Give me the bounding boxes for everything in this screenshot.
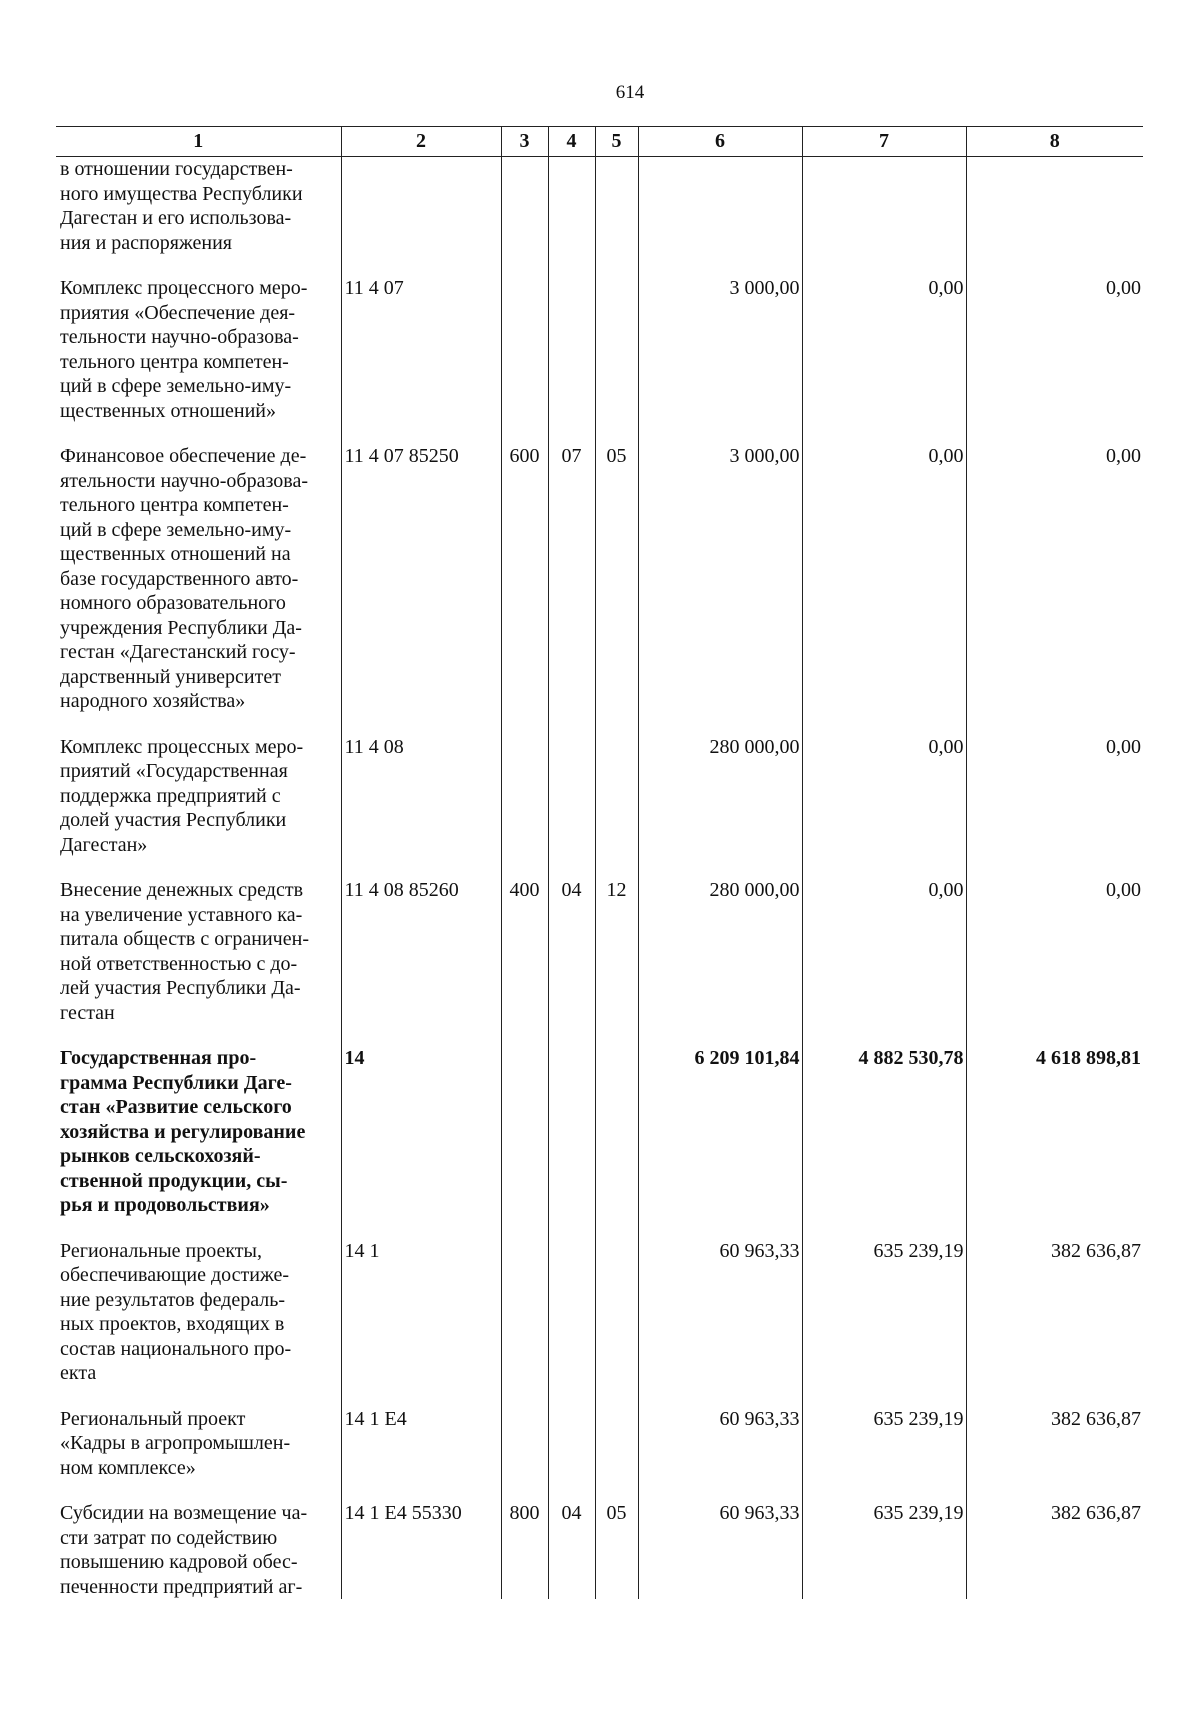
row-code-cell: 14	[341, 1046, 501, 1239]
row-value-col8-cell: 0,00	[966, 276, 1143, 444]
row-value-col7-cell: 0,00	[802, 444, 966, 735]
row-name-cell: Региональный проект «Кадры в агропромышлен- ном комплексе»	[56, 1407, 341, 1502]
header-col-3: 3	[501, 127, 548, 157]
row-col5-cell: 05	[595, 444, 638, 735]
row-name-cell: Комплекс процессного меро- приятия «Обеспечение дея- тельности научно-образова- тельного центра компетен- ций в сфере земельно-иму- щественных отношений»	[56, 276, 341, 444]
row-value-col7-cell: 635 239,19	[802, 1501, 966, 1599]
row-code-cell: 11 4 08	[341, 735, 501, 879]
row-col3-cell: 800	[501, 1501, 548, 1599]
row-code-cell: 14 1 Е4 55330	[341, 1501, 501, 1599]
row-col4-cell	[548, 735, 595, 879]
row-name-cell: Субсидии на возмещение ча- сти затрат по содействию повышению кадровой обес- печенности предприятий аг-	[56, 1501, 341, 1599]
row-col3-cell	[501, 1239, 548, 1407]
row-value-col8-cell: 382 636,87	[966, 1501, 1143, 1599]
table-row	[56, 1501, 1143, 1599]
row-code-cell: 11 4 08 85260	[341, 878, 501, 1046]
row-value-col7-cell: 635 239,19	[802, 1407, 966, 1502]
table-row	[56, 1046, 1143, 1239]
table-row	[56, 1239, 1143, 1407]
row-col3-cell	[501, 276, 548, 444]
row-col4-cell	[548, 1046, 595, 1239]
row-value-col6-cell: 280 000,00	[638, 878, 802, 1046]
table-row	[56, 878, 1143, 1046]
row-col5-cell	[595, 157, 638, 277]
row-col5-cell	[595, 1046, 638, 1239]
table-row	[56, 735, 1143, 879]
row-code-cell	[341, 157, 501, 277]
table-row	[56, 276, 1143, 444]
row-value-col7-cell: 0,00	[802, 276, 966, 444]
row-value-col8-cell	[966, 157, 1143, 277]
row-col4-cell	[548, 1407, 595, 1502]
row-value-col8-cell: 0,00	[966, 878, 1143, 1046]
row-col5-cell	[595, 1407, 638, 1502]
row-col4-cell: 04	[548, 1501, 595, 1599]
budget-table	[56, 126, 1143, 1599]
row-value-col8-cell: 0,00	[966, 735, 1143, 879]
row-code-cell: 14 1 Е4	[341, 1407, 501, 1502]
row-value-col8-cell: 0,00	[966, 444, 1143, 735]
row-col3-cell: 600	[501, 444, 548, 735]
row-col5-cell	[595, 735, 638, 879]
row-name-cell: Региональные проекты, обеспечивающие достиже- ние результатов федераль- ных проектов, входящих в состав национального про- екта	[56, 1239, 341, 1407]
row-col4-cell	[548, 276, 595, 444]
table-body	[56, 157, 1143, 1600]
row-value-col7-cell: 4 882 530,78	[802, 1046, 966, 1239]
row-name-cell: в отношении государствен- ного имущества Республики Дагестан и его использова- ния и распоряжения	[56, 157, 341, 277]
row-col4-cell: 04	[548, 878, 595, 1046]
header-col-5: 5	[595, 127, 638, 157]
row-value-col6-cell	[638, 157, 802, 277]
header-col-4: 4	[548, 127, 595, 157]
row-value-col6-cell: 3 000,00	[638, 444, 802, 735]
row-value-col7-cell: 0,00	[802, 878, 966, 1046]
row-name-cell: Внесение денежных средств на увеличение уставного ка- питала обществ с ограничен- ной ответственностью с до- лей участия Республики Да- гестан	[56, 878, 341, 1046]
row-value-col6-cell: 60 963,33	[638, 1501, 802, 1599]
row-col4-cell	[548, 157, 595, 277]
row-value-col6-cell: 280 000,00	[638, 735, 802, 879]
row-value-col7-cell	[802, 157, 966, 277]
row-value-col6-cell: 6 209 101,84	[638, 1046, 802, 1239]
row-col3-cell	[501, 1407, 548, 1502]
row-col5-cell	[595, 1239, 638, 1407]
row-value-col6-cell: 60 963,33	[638, 1407, 802, 1502]
row-col5-cell	[595, 276, 638, 444]
row-code-cell: 14 1	[341, 1239, 501, 1407]
row-value-col7-cell: 635 239,19	[802, 1239, 966, 1407]
row-name-cell: Финансовое обеспечение де- ятельности научно-образова- тельного центра компетен- ций в сфере земельно-иму- щественных отношений на базе государственного авто- номного образовательного учреждения Республики Да- гестан «Дагестанский госу- дарственный университет народного хозяйства»	[56, 444, 341, 735]
row-value-col8-cell: 382 636,87	[966, 1239, 1143, 1407]
row-col4-cell	[548, 1239, 595, 1407]
header-col-6: 6	[638, 127, 802, 157]
row-value-col8-cell: 382 636,87	[966, 1407, 1143, 1502]
table-row	[56, 157, 1143, 277]
row-value-col6-cell: 60 963,33	[638, 1239, 802, 1407]
row-value-col6-cell: 3 000,00	[638, 276, 802, 444]
header-col-7: 7	[802, 127, 966, 157]
row-col3-cell: 400	[501, 878, 548, 1046]
row-code-cell: 11 4 07 85250	[341, 444, 501, 735]
row-code-cell: 11 4 07	[341, 276, 501, 444]
row-col5-cell: 05	[595, 1501, 638, 1599]
row-col3-cell	[501, 157, 548, 277]
header-col-2: 2	[341, 127, 501, 157]
row-value-col7-cell: 0,00	[802, 735, 966, 879]
row-name-cell: Государственная про- грамма Республики Даге- стан «Развитие сельского хозяйства и регулирование рынков сельскохозяй- ственной продукции, сы- рья и продовольствия»	[56, 1046, 341, 1239]
row-col3-cell	[501, 1046, 548, 1239]
header-col-1: 1	[56, 127, 341, 157]
table-header-row	[56, 127, 1143, 157]
row-name-cell: Комплекс процессных меро- приятий «Государственная поддержка предприятий с долей участия Республики Дагестан»	[56, 735, 341, 879]
row-col3-cell	[501, 735, 548, 879]
row-col5-cell: 12	[595, 878, 638, 1046]
row-col4-cell: 07	[548, 444, 595, 735]
table-row	[56, 1407, 1143, 1502]
table-row	[56, 444, 1143, 735]
page-number: 614	[615, 82, 645, 103]
header-col-8: 8	[966, 127, 1143, 157]
row-value-col8-cell: 4 618 898,81	[966, 1046, 1143, 1239]
